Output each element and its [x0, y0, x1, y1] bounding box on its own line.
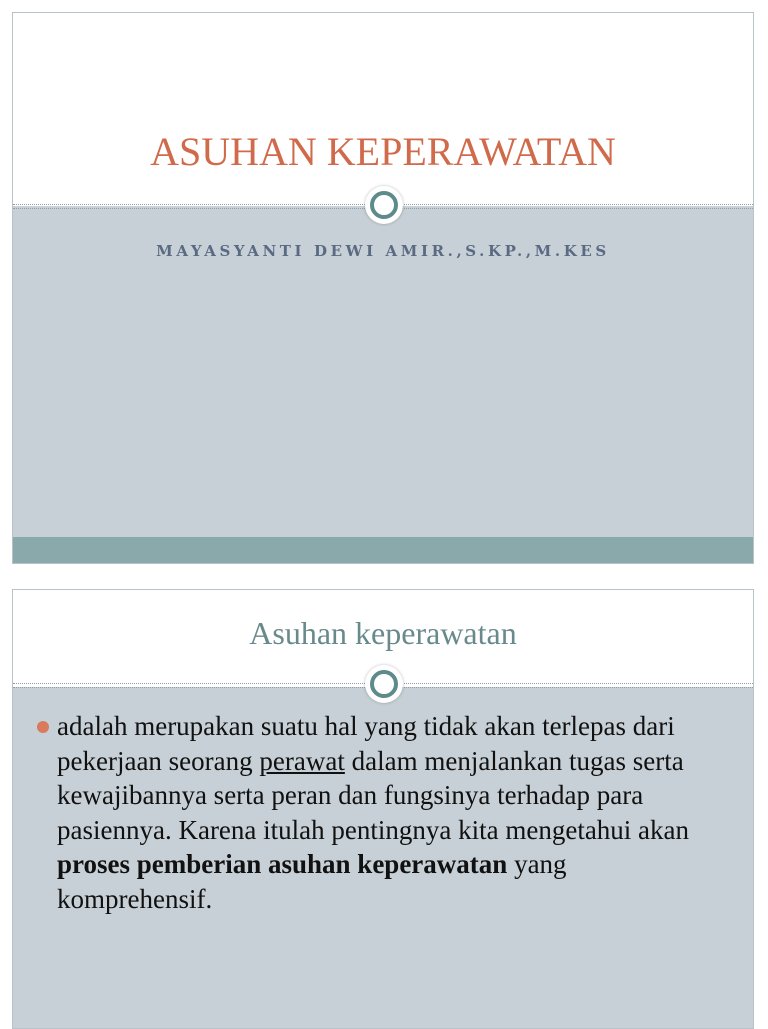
title-area [13, 13, 753, 206]
bullet-paragraph [57, 709, 707, 916]
bullet-bold-text: proses pemberian asuhan keperawatan [57, 849, 508, 879]
perawat-link[interactable]: perawat [259, 745, 345, 776]
slide-title: Asuhan keperawatan [249, 615, 517, 651]
slide-title: ASUHAN KEPERAWATAN [150, 129, 616, 174]
bullet-text: dalam menjalankan tugas serta kewajibannya serta peran dan fungsinya terhadap para pasiennya. Karena itulah pentingnya kita mengetahui akan [57, 745, 690, 845]
bullet-text: yang komprehensif. [57, 849, 567, 914]
bullet-text: adalah merupakan suatu hal yang tidak akan terlepas dari pekerjaan seorang [57, 711, 675, 776]
title-slide [12, 12, 754, 564]
circle-ornament-icon [365, 665, 403, 703]
content-slide [12, 589, 754, 1029]
circle-ornament-icon [365, 186, 403, 224]
author-subtitle: MAYASYANTI DEWI AMIR.,S.KP.,M.KES [156, 242, 610, 260]
bullet-dot-icon [37, 721, 49, 733]
bottom-band [13, 537, 753, 563]
